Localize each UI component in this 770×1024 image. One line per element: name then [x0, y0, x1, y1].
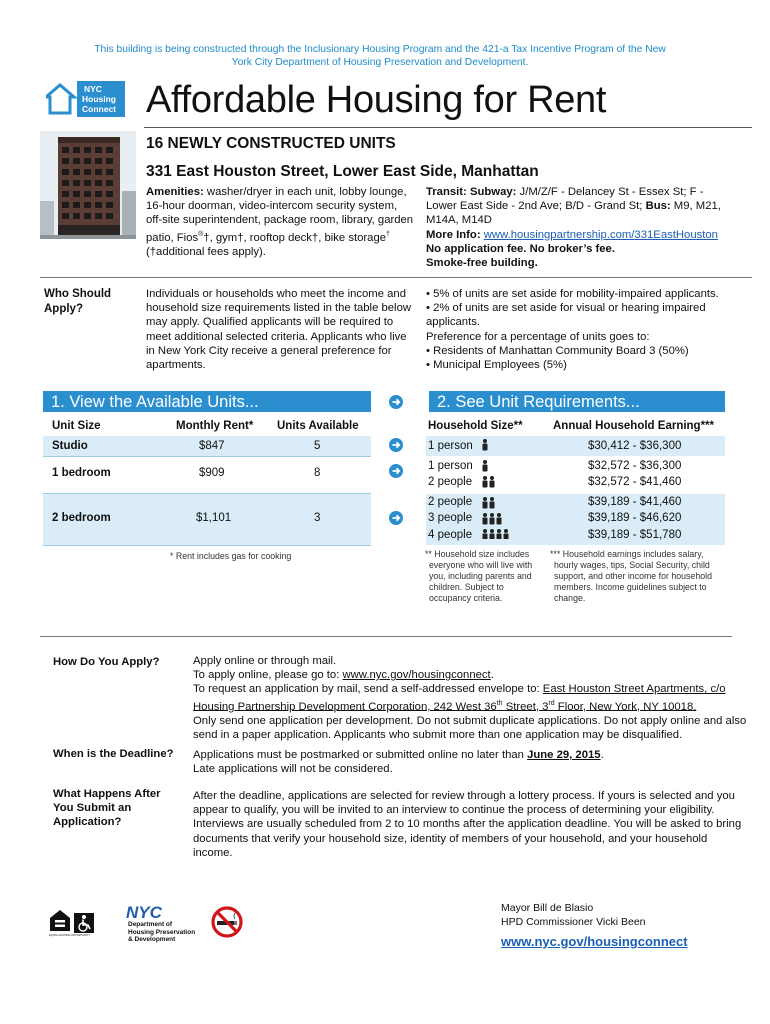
no-smoking-icon	[211, 906, 243, 938]
row-divider	[43, 493, 371, 494]
rent-note: * Rent includes gas for cooking	[170, 551, 292, 561]
household-size-cell: 2 people	[428, 476, 473, 488]
col-household-size: Household Size**	[428, 420, 523, 432]
deadline-label: When is the Deadline?	[53, 748, 174, 760]
svg-text:Connect: Connect	[82, 104, 116, 114]
arrow-right-icon	[389, 395, 403, 409]
col-units-available: Units Available	[277, 420, 359, 432]
svg-text:Housing: Housing	[82, 94, 116, 104]
arrow-right-icon	[389, 464, 403, 478]
income-cell: $30,412 - $36,300	[588, 440, 682, 452]
people-icons	[482, 439, 522, 539]
footer-url-link[interactable]: www.nyc.gov/housingconnect	[501, 934, 688, 949]
unit-size-cell: 1 bedroom	[52, 467, 111, 479]
household-size-cell: 2 people	[428, 496, 473, 508]
household-size-cell: 3 people	[428, 512, 473, 524]
household-size-cell: 1 person	[428, 460, 473, 472]
col-annual-earning: Annual Household Earning***	[553, 420, 715, 432]
nyc-logo	[126, 904, 181, 920]
household-note: ** Household size includes everyone who will live with you, including parents and children. Subject to occupancy criteria.	[425, 549, 533, 603]
after-submit-text: After the deadline, applications are selected for review through a lottery process. If yours is selected and you appear to qualify, you will be invited to an interview to continue the process of determining your eligibility. Interviews are usually scheduled from 2 to 10 months after the application deadline. You will be asked to bring documents that verify your household size, identity of members of your household, and your household income.	[193, 790, 742, 859]
units-available-cell: 8	[314, 467, 321, 479]
svg-text:NYC: NYC	[126, 904, 162, 920]
more-info-link[interactable]: www.housingpartnership.com/331EastHouston	[483, 228, 718, 241]
income-cell: $32,572 - $36,300	[588, 460, 682, 472]
income-cell: $39,189 - $46,620	[588, 512, 682, 524]
title-divider	[144, 127, 752, 128]
divider	[40, 636, 732, 637]
income-cell: $39,189 - $41,460	[588, 496, 682, 508]
arrow-right-icon	[389, 438, 403, 452]
hpd-name: Department of Housing Preservation & Development	[128, 921, 196, 943]
intro-text: This building is being constructed through the Inclusionary Housing Program and the 421-a Tax Incentive Program of the New York City Department of Housing Preservation and Development.	[94, 44, 666, 68]
income-cell: $32,572 - $41,460	[588, 476, 682, 488]
officials: Mayor Bill de Blasio HPD Commissioner Vicki Been	[501, 902, 646, 928]
deadline-text: Applications must be postmarked or submitted online no later than June 29, 2015. Late applications will not be considered.	[193, 749, 604, 776]
transit-block: Transit: Subway: J/M/Z/F - Delancey St - Essex St; F - Lower East Side - 2nd Ave; B/D - Grand St; Bus: M9, M21, M14A, M14D More Info: www.housingpartnership.com/331EastHouston No application fee. No broker’s fee. Smoke-free building.	[426, 186, 721, 270]
after-submit-label: What Happens After You Submit an Application?	[53, 788, 161, 829]
who-should-apply-text: Individuals or households who meet the income and household size requirements listed in the table below may apply. Qualified applicants will be required to meet additional selected criteria. Applicants who live in New York City receive a general preference for apartments.	[146, 288, 412, 372]
units-available-cell: 3	[314, 512, 321, 524]
rent-cell: $847	[199, 440, 225, 452]
income-note: *** Household earnings includes salary, hourly wages, tips, Social Security, child support, and other income for household members. Income guidelines subject to change.	[550, 549, 712, 603]
arrow-right-icon	[389, 511, 403, 525]
section-1-header: 1. View the Available Units...	[43, 391, 371, 412]
units-available-cell: 5	[314, 440, 321, 452]
row-divider	[43, 456, 371, 457]
unit-size-cell: 2 bedroom	[52, 512, 111, 524]
housingconnect-link[interactable]: www.nyc.gov/housingconnect	[342, 669, 491, 682]
section-2-header: 2. See Unit Requirements...	[429, 391, 725, 412]
building-photo	[40, 131, 136, 239]
row-divider	[43, 545, 371, 546]
who-should-apply-label: Who Should Apply?	[44, 288, 112, 315]
svg-text:EQUAL HOUSING OPPORTUNITY: EQUAL HOUSING OPPORTUNITY	[49, 934, 90, 937]
rent-cell: $909	[199, 467, 225, 479]
preferences-list: • 5% of units are set aside for mobility-impaired applicants. • 2% of units are set aside for visual or hearing impaired applicants. Preference for a percentage of units goes to: • Residents of Manhattan Community Board 3 (50%) • Municipal Employees (5%)	[426, 288, 719, 372]
rent-cell: $1,101	[196, 512, 232, 524]
household-size-cell: 1 person	[428, 440, 473, 452]
svg-text:NYC: NYC	[84, 84, 102, 94]
unit-size-cell: Studio	[52, 440, 88, 452]
col-unit-size: Unit Size	[52, 420, 101, 432]
income-cell: $39,189 - $51,780	[588, 529, 682, 541]
col-monthly-rent: Monthly Rent*	[176, 420, 254, 432]
housing-connect-logo	[46, 77, 126, 119]
how-to-apply-label: How Do You Apply?	[53, 656, 160, 668]
divider	[40, 277, 752, 278]
equal-housing-icon	[48, 907, 96, 937]
amenities-block: Amenities: washer/dryer in each unit, lobby lounge, 16-hour doorman, video-intercom security system, off-site superintendent, package room, library, garden patio, Fios®†, gym†, rooftop deck†, bike storage† (†additional fees apply).	[146, 186, 414, 258]
how-to-apply-text: Apply online or through mail. To apply online, please go to: www.nyc.gov/housingconnect. To request an application by mail, send a self-addressed envelope to: East Houston Street Apartments, c/o Housing Partnership Development Corporation, 242 West 36th Street, 3rd Floor, New York, NY 10018. Only send one application per development. Do not submit duplicate applications. Do not apply online and also send in a paper application. Applicants who submit more than one application may be disqualified.	[193, 655, 747, 741]
units-heading: 16 NEWLY CONSTRUCTED UNITS	[146, 135, 396, 152]
page-title: Affordable Housing for Rent	[146, 79, 607, 121]
household-size-cell: 4 people	[428, 529, 473, 541]
address-heading: 331 East Houston Street, Lower East Side, Manhattan	[146, 163, 539, 180]
